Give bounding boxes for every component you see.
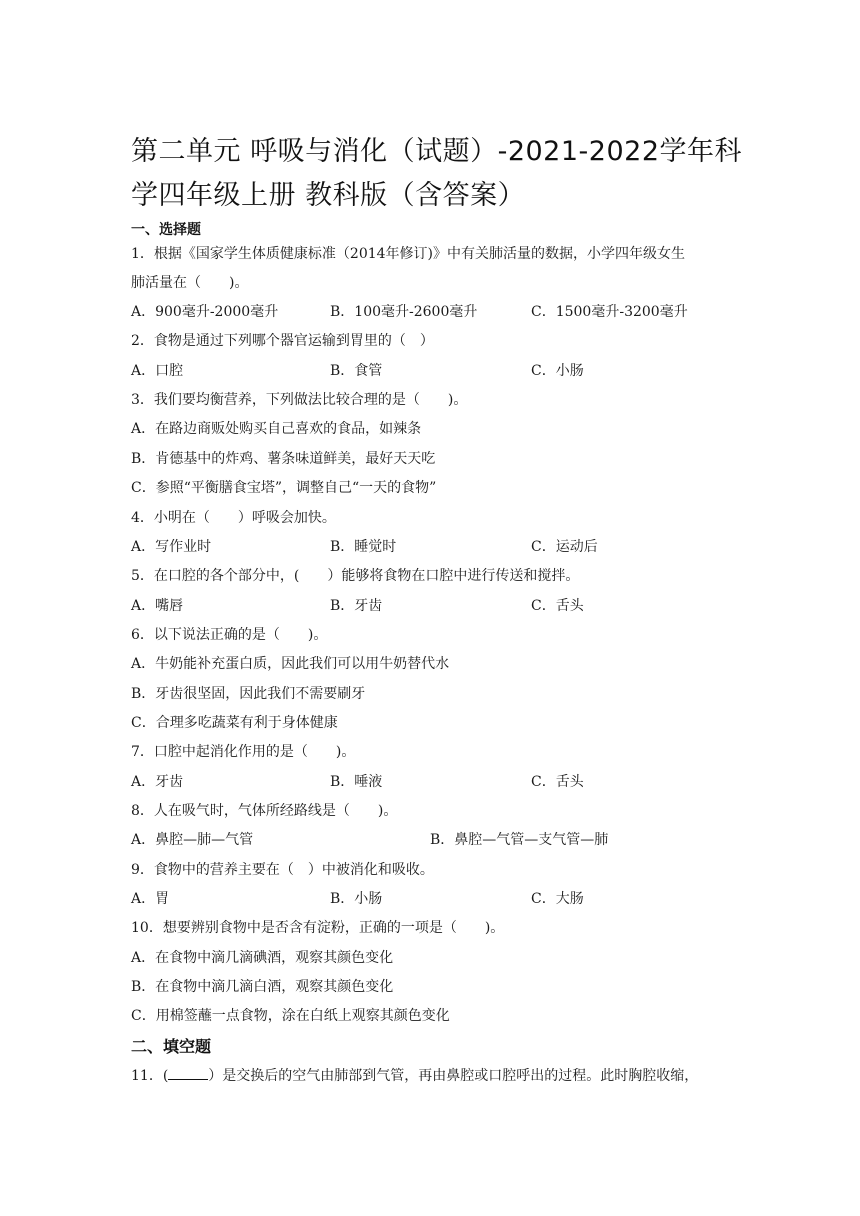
question-11-prefix: 11．( (131, 1068, 169, 1084)
question-9-option-c: C．大肠 (531, 891, 584, 907)
question-2-option-b: B．食管 (330, 363, 383, 379)
document-title: 第二单元 呼吸与消化（试题）-2021-2022学年科学四年级上册 教科版（含答案） (131, 136, 742, 211)
question-8-stem: 8．人在吸气时，气体所经路线是（ )。 (131, 803, 398, 819)
question-5-option-c: C．舌头 (531, 598, 584, 614)
question-5-option-a: A．嘴唇 (131, 598, 184, 614)
question-11-suffix: ）是交换后的空气由肺部到气管，再由鼻腔或口腔呼出的过程。此时胸腔收缩， (208, 1068, 699, 1084)
question-1-option-a: A．900毫升-2000毫升 (131, 304, 279, 320)
question-6-stem: 6．以下说法正确的是（ )。 (131, 627, 328, 643)
question-11-stem (131, 1065, 698, 1086)
question-3-option-a: A．在路边商贩处购买自己喜欢的食品，如辣条 (131, 421, 422, 437)
question-10-option-c: C．用棉签蘸一点食物，涂在白纸上观察其颜色变化 (131, 1008, 450, 1024)
question-1-option-b: B．100毫升-2600毫升 (330, 304, 478, 320)
question-4-option-a: A．写作业时 (131, 539, 212, 555)
question-10-option-b: B．在食物中滴几滴白酒，观察其颜色变化 (131, 979, 394, 995)
answer-blank (168, 1065, 208, 1080)
question-1-stem: 1．根据《国家学生体质健康标准（2014年修订)》中有关肺活量的数据，小学四年级女生 (131, 246, 685, 262)
question-2-option-c: C．小肠 (531, 363, 584, 379)
question-7-option-c: C．舌头 (531, 774, 584, 790)
question-8-option-a: A．鼻腔—肺—气管 (131, 832, 254, 848)
question-9-option-b: B．小肠 (330, 891, 383, 907)
question-10-option-a: A．在食物中滴几滴碘酒，观察其颜色变化 (131, 950, 394, 966)
question-5-option-b: B．牙齿 (330, 598, 383, 614)
question-10-stem: 10．想要辨别食物中是否含有淀粉，正确的一项是（ )。 (131, 920, 505, 936)
question-3-option-b: B．肯德基中的炸鸡、薯条味道鲜美，最好天天吃 (131, 451, 436, 467)
section-heading-fill: 二、填空题 (131, 1037, 212, 1056)
question-7-option-b: B．唾液 (330, 774, 383, 790)
question-4-option-b: B．睡觉时 (330, 539, 397, 555)
question-6-option-a: A．牛奶能补充蛋白质，因此我们可以用牛奶替代水 (131, 656, 450, 672)
question-7-stem: 7．口腔中起消化作用的是（ )。 (131, 744, 356, 760)
question-8-option-b: B．鼻腔—气管—支气管—肺 (430, 832, 609, 848)
question-6-option-b: B．牙齿很坚固，因此我们不需要刷牙 (131, 686, 366, 702)
section-heading-choice: 一、选择题 (131, 222, 201, 238)
question-6-option-c: C．合理多吃蔬菜有利于身体健康 (131, 715, 338, 731)
question-4-stem: 4．小明在（ ）呼吸会加快。 (131, 510, 336, 526)
question-9-stem: 9．食物中的营养主要在（ ）中被消化和吸收。 (131, 862, 434, 878)
question-2-option-a: A．口腔 (131, 363, 184, 379)
question-7-option-a: A．牙齿 (131, 774, 184, 790)
question-3-option-c: C．参照“平衡膳食宝塔”，调整自己“一天的食物” (131, 480, 437, 496)
question-9-option-a: A．胃 (131, 891, 170, 907)
question-4-option-c: C．运动后 (531, 539, 598, 555)
question-1-option-c: C．1500毫升-3200毫升 (531, 304, 688, 320)
question-2-stem: 2．食物是通过下列哪个器官运输到胃里的（ ） (131, 333, 434, 349)
question-1-stem-cont: 肺活量在（ )。 (131, 275, 249, 291)
question-3-stem: 3．我们要均衡营养，下列做法比较合理的是（ )。 (131, 392, 468, 408)
question-5-stem: 5．在口腔的各个部分中，( ）能够将食物在口腔中进行传送和搅拌。 (131, 568, 580, 584)
